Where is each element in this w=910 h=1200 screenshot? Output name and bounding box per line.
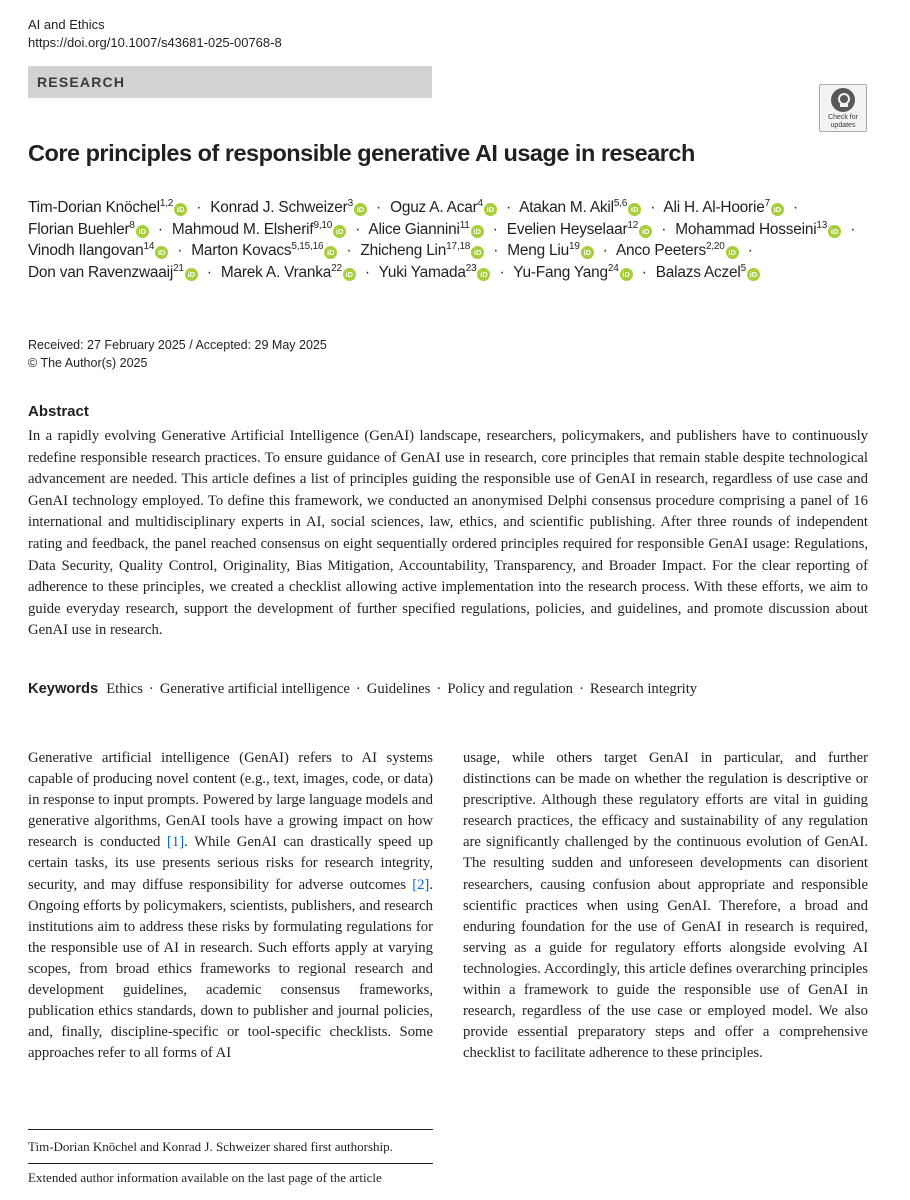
- author-affiliation: 5,15,16: [291, 241, 324, 253]
- author-name: Marek A. Vranka: [220, 263, 332, 281]
- author-name: Don van Ravenzwaaij: [28, 263, 174, 281]
- orcid-icon[interactable]: iD: [828, 225, 841, 238]
- author-name: Alice Giannini: [368, 220, 460, 238]
- author-affiliation: 4: [477, 198, 483, 209]
- orcid-icon[interactable]: iD: [343, 268, 356, 281]
- keyword: Policy and regulation: [447, 681, 573, 697]
- footnote-divider: [28, 1129, 433, 1130]
- doi-link[interactable]: https://doi.org/10.1007/s43681-025-00768-8: [28, 35, 282, 50]
- author-name: Oguz A. Acar: [390, 199, 478, 216]
- author[interactable]: [368, 221, 483, 238]
- author-separator: ·: [196, 199, 202, 216]
- author-name: Evelien Heyselaar: [506, 220, 628, 238]
- orcid-icon[interactable]: iD: [771, 203, 784, 216]
- article-title: Core principles of responsible generative AI usage in research: [28, 140, 695, 166]
- author-separator: ·: [346, 242, 352, 260]
- author-affiliation: 11: [459, 219, 470, 231]
- author[interactable]: [191, 242, 337, 259]
- author-affiliation: 7: [764, 198, 770, 209]
- abstract-text: In a rapidly evolving Generative Artificial Intelligence (GenAI) landscape, researchers, policymakers, and publishers have to continuously redefine responsible research practices. To ensure guidance of GenAI use in research, core principles that remain stable despite technological advancement are needed. This article defines a list of principles guiding the responsible use of GenAI in research, regardless of use case and GenAI technology employed. To define this framework, we conducted an anonymised Delphi consensus procedure comprising a panel of 16 international and multidisciplinary experts in AI, social sciences, law, ethics, and scientific publishing. After three rounds of independent rating and feedback, the panel reached consensus on eight sequentially ordered principles required for responsible GenAI usage: Regulations, Data Security, Quality Control, Originality, Bias Mitigation, Accountability, Transparency, and Broader Impact. For the clear reporting of adherence to these principles, we created a checklist allowing active implementation into the research process. With these efforts, we aim to guide everyday research, support the development of further specified regulations, policies, and guidelines, and promote discussion about GenAI use in research.: [28, 428, 868, 639]
- author-affiliation: 5: [740, 262, 746, 274]
- author-affiliation: 8: [129, 219, 135, 231]
- author-name: Balazs Aczel: [655, 263, 741, 281]
- author-name: Mahmoud M. Elsherif: [171, 220, 314, 238]
- keyword-separator: ·: [578, 681, 584, 697]
- author-affiliation: 5,6: [613, 198, 628, 209]
- abstract-heading: Abstract: [28, 403, 89, 420]
- author-affiliation: 19: [568, 241, 580, 253]
- keyword: Ethics: [106, 681, 143, 697]
- author-name: Marton Kovacs: [191, 242, 292, 260]
- footnote-divider: [28, 1163, 433, 1164]
- orcid-icon[interactable]: iD: [155, 246, 168, 259]
- author[interactable]: [616, 242, 739, 259]
- author[interactable]: [656, 264, 760, 281]
- citation-link[interactable]: [2]: [412, 876, 430, 893]
- keywords-heading: Keywords: [28, 681, 99, 697]
- author-affiliation: 3: [347, 198, 353, 209]
- author[interactable]: [28, 264, 198, 281]
- check-for-updates-icon: [831, 88, 855, 112]
- keyword: Generative artificial intelligence: [159, 681, 350, 697]
- keyword-separator: ·: [148, 681, 154, 697]
- check-for-updates-line1: Check for: [828, 114, 858, 121]
- author-separator: ·: [499, 263, 505, 281]
- citation-link[interactable]: [1]: [167, 834, 185, 851]
- author[interactable]: [507, 242, 593, 259]
- author-name: Ali H. Al-Hoorie: [663, 199, 765, 216]
- check-for-updates-line2: updates: [830, 122, 856, 129]
- author-name: Zhicheng Lin: [360, 242, 447, 260]
- orcid-icon[interactable]: iD: [471, 246, 484, 259]
- author[interactable]: [663, 199, 784, 216]
- author-affiliation: 23: [465, 262, 477, 274]
- author-separator: ·: [355, 220, 361, 238]
- journal-name: AI and Ethics: [28, 17, 105, 32]
- author[interactable]: [28, 221, 149, 238]
- copyright-notice: © The Author(s) 2025: [28, 356, 148, 370]
- author-affiliation: 24: [607, 262, 619, 274]
- keywords-line: [28, 678, 697, 700]
- author[interactable]: [507, 221, 652, 238]
- author-name: Yuki Yamada: [378, 263, 466, 281]
- author-affiliation: 9,10: [313, 219, 333, 231]
- orcid-icon[interactable]: iD: [620, 268, 633, 281]
- author-separator: ·: [650, 199, 656, 216]
- body-column-left: [28, 748, 433, 1064]
- author-name: Konrad J. Schweizer: [210, 199, 348, 216]
- author-separator: ·: [602, 242, 608, 260]
- author-separator: ·: [505, 199, 511, 216]
- orcid-icon[interactable]: iD: [185, 268, 198, 281]
- author-affiliation: 2,20: [705, 241, 725, 253]
- orcid-icon[interactable]: iD: [354, 203, 367, 216]
- author[interactable]: [390, 199, 497, 216]
- orcid-icon[interactable]: iD: [484, 203, 497, 216]
- author-name: Tim-Dorian Knöchel: [28, 199, 160, 216]
- orcid-icon[interactable]: iD: [324, 246, 337, 259]
- footnote-shared-authorship: Tim-Dorian Knöchel and Konrad J. Schweizer shared first authorship.: [28, 1139, 393, 1154]
- author-separator: ·: [793, 199, 798, 216]
- author[interactable]: [221, 264, 356, 281]
- author-separator: ·: [493, 242, 499, 260]
- author[interactable]: [379, 264, 491, 281]
- author-name: Meng Liu: [507, 242, 569, 260]
- author[interactable]: [513, 264, 632, 281]
- body-column-right: usage, while others target GenAI in particular, and further distinctions can be made on whether the regulation is descriptive or prescriptive. Although these regulatory efforts are vital in guiding research practices, the efficacy and sustainability of any regulation are significantly challenged by the continuous evolution of GenAI. The resulting sudden and unforeseen developments can disorient researchers, causing confusion about appropriate and responsible scientific practices when using GenAI. Therefore, a broad and enduring foundation for the use of GenAI in research is required, serving as a guide for regulatory efforts alongside evolving AI technologies. Accordingly, this article defines overarching principles within a framework to guide the responsible use of GenAI in research, regardless of the use case or employed model. We also provide essential preparatory steps and offer a comprehensive checklist to facilitate adherence to these principles.: [463, 750, 868, 1062]
- author-separator: ·: [850, 220, 856, 238]
- author-name: Yu-Fang Yang: [513, 263, 608, 281]
- received-accepted-dates: Received: 27 February 2025 / Accepted: 29 May 2025: [28, 338, 327, 352]
- orcid-icon[interactable]: iD: [747, 268, 760, 281]
- journal-header: [28, 16, 282, 52]
- author[interactable]: [28, 199, 187, 216]
- author-separator: ·: [641, 263, 647, 281]
- author-affiliation: 12: [627, 219, 639, 231]
- keyword-separator: ·: [355, 681, 361, 697]
- orcid-icon[interactable]: iD: [477, 268, 490, 281]
- author-name: Anco Peeters: [615, 242, 706, 260]
- author-affiliation: 14: [143, 241, 155, 253]
- author-affiliation: 1,2: [159, 198, 174, 209]
- orcid-icon[interactable]: iD: [726, 246, 739, 259]
- article-dates: [28, 336, 327, 372]
- author-affiliation: 17,18: [446, 241, 471, 253]
- keyword: Guidelines: [366, 681, 431, 697]
- author-affiliation: 22: [331, 262, 342, 274]
- body-text: . While GenAI can drastically speed up certain tasks, its use presents serious risks for research integrity, security, and may diffuse responsibility for adverse outcomes: [28, 834, 433, 893]
- footnote-extended-info: Extended author information available on the last page of the article: [28, 1170, 382, 1185]
- keyword: Research integrity: [589, 681, 698, 697]
- author-separator: ·: [492, 220, 498, 238]
- orcid-icon[interactable]: iD: [333, 225, 346, 238]
- author[interactable]: [360, 242, 484, 259]
- section-label: RESEARCH: [28, 66, 432, 98]
- body-text: . Ongoing efforts by policymakers, scientists, publishers, and research institutions aim to address these risks by formulating regulations for the responsible use of AI in research. Such efforts apply at varying scopes, from broad ethics frameworks to regional research and development guidelines, academic consensus frameworks, publication ethics standards, down to publisher and journal policies, and, finally, discipline-specific or tool-specific checklists. Some approaches refer to all forms of AI: [28, 876, 433, 1062]
- orcid-icon[interactable]: iD: [639, 225, 652, 238]
- author[interactable]: [210, 199, 367, 216]
- author-name: Vinodh Ilangovan: [28, 242, 144, 260]
- author-separator: ·: [157, 220, 163, 238]
- orcid-icon[interactable]: iD: [174, 203, 187, 216]
- author[interactable]: [675, 221, 841, 238]
- author-name: Atakan M. Akil: [519, 199, 614, 216]
- check-for-updates-badge[interactable]: [819, 84, 867, 132]
- author-separator: ·: [376, 199, 381, 216]
- body-text: Generative artificial intelligence (GenAI) refers to AI systems capable of producing novel content (e.g., text, images, code, or data) in response to input prompts. Powered by large language models and generative algorithms, GenAI tools have a growing impact on how research is conducted: [28, 750, 433, 851]
- orcid-icon[interactable]: iD: [471, 225, 484, 238]
- author-name: Florian Buehler: [28, 220, 130, 238]
- author-affiliation: 21: [173, 262, 184, 274]
- keyword-separator: ·: [436, 681, 442, 697]
- author-separator: ·: [206, 263, 212, 281]
- author[interactable]: [519, 199, 641, 216]
- orcid-icon[interactable]: iD: [136, 225, 149, 238]
- author-affiliation: 13: [816, 219, 828, 231]
- orcid-icon[interactable]: iD: [581, 246, 594, 259]
- author-separator: ·: [364, 263, 370, 281]
- author-name: Mohammad Hosseini: [675, 220, 817, 238]
- author-separator: ·: [177, 242, 183, 260]
- author-separator: ·: [747, 242, 753, 260]
- author-list: [28, 197, 868, 283]
- author[interactable]: [172, 221, 346, 238]
- author[interactable]: [28, 242, 168, 259]
- author-separator: ·: [661, 220, 667, 238]
- orcid-icon[interactable]: iD: [628, 203, 641, 216]
